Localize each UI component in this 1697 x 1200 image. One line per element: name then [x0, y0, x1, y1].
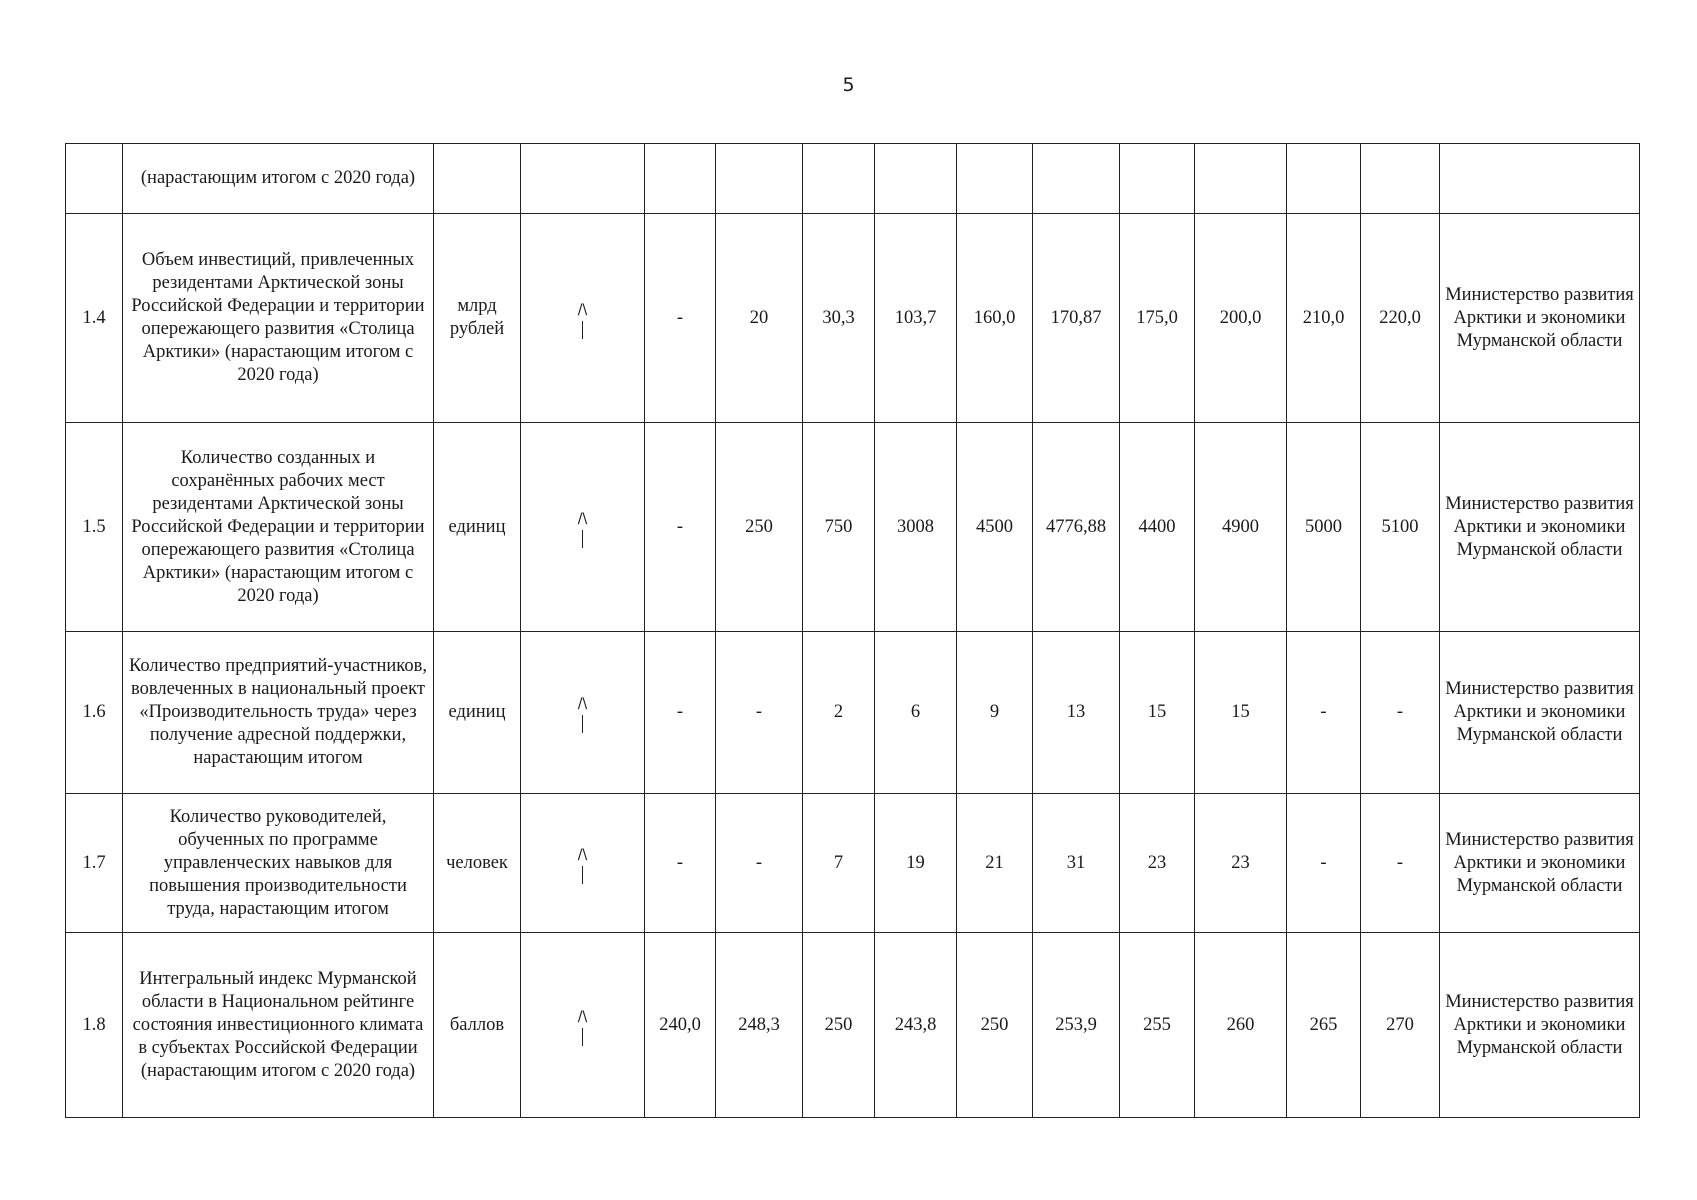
direction-bar	[582, 866, 584, 884]
value-cell: 240,0	[645, 933, 716, 1118]
value-cell: -	[716, 794, 803, 933]
increase-direction-icon	[578, 847, 587, 884]
value-cell: 23	[1120, 794, 1195, 933]
value-cell: -	[1287, 794, 1361, 933]
value-cell: 175,0	[1120, 214, 1195, 423]
value-cell: 253,9	[1033, 933, 1120, 1118]
direction-bar	[582, 715, 584, 733]
row-number-cell: 1.4	[66, 214, 123, 423]
value-cell: -	[645, 423, 716, 632]
unit-cell: единиц	[434, 632, 521, 794]
direction-cell	[521, 214, 645, 423]
unit-cell: единиц	[434, 423, 521, 632]
value-cell: 270	[1361, 933, 1440, 1118]
direction-bar	[582, 530, 584, 548]
value-cell: 5100	[1361, 423, 1440, 632]
value-cell: 5000	[1287, 423, 1361, 632]
value-cell: 31	[1033, 794, 1120, 933]
row-number-cell: 1.6	[66, 632, 123, 794]
direction-symbol: /\	[577, 696, 588, 712]
direction-cell	[521, 632, 645, 794]
value-cell	[1361, 144, 1440, 214]
value-cell: 265	[1287, 933, 1361, 1118]
value-cell: 250	[803, 933, 875, 1118]
value-cell: 243,8	[875, 933, 957, 1118]
table-row	[66, 423, 1640, 632]
responsible-cell: Министерство развития Арктики и экономики Мурманской области	[1440, 933, 1640, 1118]
unit-cell: баллов	[434, 933, 521, 1118]
value-cell: 15	[1195, 632, 1287, 794]
direction-cell	[521, 933, 645, 1118]
value-cell: -	[1287, 632, 1361, 794]
value-cell: -	[716, 632, 803, 794]
table-row-continuation	[66, 144, 1640, 214]
value-cell: 260	[1195, 933, 1287, 1118]
value-cell: 170,87	[1033, 214, 1120, 423]
value-cell: 160,0	[957, 214, 1033, 423]
row-number-cell: 1.5	[66, 423, 123, 632]
value-cell: 15	[1120, 632, 1195, 794]
value-cell: 210,0	[1287, 214, 1361, 423]
direction-symbol: /\	[577, 846, 588, 863]
direction-bar	[582, 321, 584, 339]
value-cell: 20	[716, 214, 803, 423]
value-cell: 200,0	[1195, 214, 1287, 423]
indicator-cell: Количество предприятий-участников, вовлеченных в национальный проект «Производительность труда» через получение адресной поддержки, нарастающим итогом	[123, 632, 434, 794]
value-cell: -	[1361, 632, 1440, 794]
value-cell	[875, 144, 957, 214]
value-cell	[1033, 144, 1120, 214]
value-cell: -	[1361, 794, 1440, 933]
indicator-cell: Объем инвестиций, привлеченных резидентами Арктической зоны Российской Федерации и территории опережающего развития «Столица Арктики» (нарастающим итогом с 2020 года)	[123, 214, 434, 423]
responsible-cell: Министерство развития Арктики и экономики Мурманской области	[1440, 214, 1640, 423]
value-cell: -	[645, 794, 716, 933]
value-cell: 4776,88	[1033, 423, 1120, 632]
indicator-cell: Интегральный индекс Мурманской области в Национальном рейтинге состояния инвестиционного климата в субъектах Российской Федерации (нарастающим итогом с 2020 года)	[123, 933, 434, 1118]
increase-direction-icon	[578, 696, 587, 733]
value-cell: 6	[875, 632, 957, 794]
unit-cell: человек	[434, 794, 521, 933]
value-cell: 2	[803, 632, 875, 794]
responsible-cell: Министерство развития Арктики и экономики Мурманской области	[1440, 423, 1640, 632]
unit-cell: млрд рублей	[434, 214, 521, 423]
value-cell: 4500	[957, 423, 1033, 632]
direction-cell	[521, 794, 645, 933]
indicators-table	[65, 143, 1640, 1118]
increase-direction-icon	[578, 1009, 587, 1046]
row-number-cell: 1.8	[66, 933, 123, 1118]
row-number-cell: 1.7	[66, 794, 123, 933]
value-cell: 103,7	[875, 214, 957, 423]
responsible-cell	[1440, 144, 1640, 214]
value-cell: 23	[1195, 794, 1287, 933]
direction-symbol: /\	[577, 301, 588, 318]
value-cell: 3008	[875, 423, 957, 632]
direction-cell	[521, 423, 645, 632]
value-cell	[645, 144, 716, 214]
value-cell: 4400	[1120, 423, 1195, 632]
value-cell: 250	[716, 423, 803, 632]
direction-symbol: /\	[577, 1008, 588, 1025]
value-cell	[1120, 144, 1195, 214]
table-row	[66, 214, 1640, 423]
increase-direction-icon	[578, 511, 587, 548]
value-cell	[1287, 144, 1361, 214]
page-number: 5	[842, 74, 855, 96]
value-cell: 13	[1033, 632, 1120, 794]
value-cell: 21	[957, 794, 1033, 933]
value-cell	[957, 144, 1033, 214]
value-cell: 248,3	[716, 933, 803, 1118]
value-cell	[1195, 144, 1287, 214]
direction-cell	[521, 144, 645, 214]
value-cell: 19	[875, 794, 957, 933]
indicator-cell: (нарастающим итогом с 2020 года)	[123, 144, 434, 214]
value-cell: 7	[803, 794, 875, 933]
table-row	[66, 794, 1640, 933]
value-cell: 250	[957, 933, 1033, 1118]
responsible-cell: Министерство развития Арктики и экономики Мурманской области	[1440, 794, 1640, 933]
responsible-cell: Министерство развития Арктики и экономики Мурманской области	[1440, 632, 1640, 794]
unit-cell	[434, 144, 521, 214]
increase-direction-icon	[578, 302, 587, 339]
value-cell: 9	[957, 632, 1033, 794]
value-cell: 255	[1120, 933, 1195, 1118]
indicator-cell: Количество созданных и сохранённых рабочих мест резидентами Арктической зоны Российской Федерации и территории опережающего развития «Столица Арктики» (нарастающим итогом с 2020 года)	[123, 423, 434, 632]
value-cell	[803, 144, 875, 214]
table-row	[66, 933, 1640, 1118]
value-cell	[716, 144, 803, 214]
value-cell: 4900	[1195, 423, 1287, 632]
table-row	[66, 632, 1640, 794]
value-cell: -	[645, 632, 716, 794]
direction-symbol: /\	[577, 510, 588, 527]
direction-bar	[582, 1028, 584, 1046]
indicator-cell: Количество руководителей, обученных по программе управленческих навыков для повышения производительности труда, нарастающим итогом	[123, 794, 434, 933]
value-cell: 220,0	[1361, 214, 1440, 423]
value-cell: 750	[803, 423, 875, 632]
row-number-cell	[66, 144, 123, 214]
value-cell: -	[645, 214, 716, 423]
value-cell: 30,3	[803, 214, 875, 423]
